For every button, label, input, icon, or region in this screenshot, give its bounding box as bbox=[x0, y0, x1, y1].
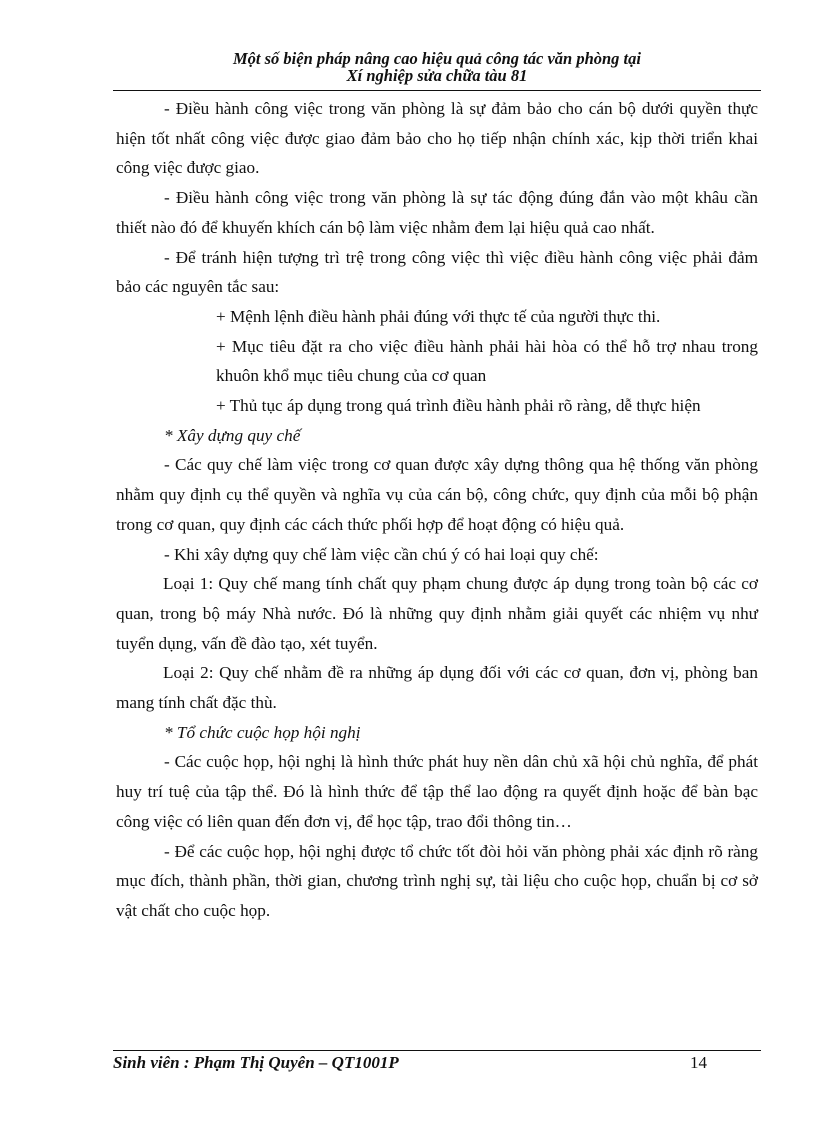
page-number: 14 bbox=[690, 1053, 707, 1072]
paragraph: - Khi xây dựng quy chế làm việc cần chú ý có hai loại quy chế: bbox=[164, 544, 599, 564]
header-title-line-2: Xí nghiệp sửa chữa tàu 81 bbox=[346, 66, 528, 85]
paragraph: - Điều hành công việc trong văn phòng là sự tác động đúng đắn vào một khâu cần thiết nào đó để khuyến khích cán bộ làm việc nhằm đem lại hiệu quả cao nhất. bbox=[116, 188, 758, 237]
footer-divider bbox=[113, 1050, 761, 1051]
paragraph: Loại 2: Quy chế nhằm đề ra những áp dụng đối với các cơ quan, đơn vị, phòng ban mang tính chất đặc thù. bbox=[116, 663, 758, 713]
running-header bbox=[113, 50, 761, 84]
paragraph: - Điều hành công việc trong văn phòng là sự đảm bảo cho cán bộ dưới quyền thực hiện tốt nhất công việc được giao đảm bảo cho họ tiếp nhận chính xác, kịp thời triển khai công việc được giao. bbox=[116, 99, 758, 178]
header-title-line-1: Một số biện pháp nâng cao hiệu quả công tác văn phòng tại bbox=[233, 49, 641, 68]
list-item: + Thủ tục áp dụng trong quá trình điều hành phải rõ ràng, dễ thực hiện bbox=[216, 396, 701, 416]
document-body bbox=[116, 94, 758, 926]
paragraph: Loại 1: Quy chế mang tính chất quy phạm chung được áp dụng trong toàn bộ các cơ quan, trong bộ máy Nhà nước. Đó là những quy định nhằm giải quyết các nhiệm vụ như tuyển dụng, vấn đề đào tạo, xét tuyển. bbox=[116, 574, 758, 653]
section-heading: * Tổ chức cuộc họp hội nghị bbox=[164, 722, 361, 742]
paragraph: - Các cuộc họp, hội nghị là hình thức phát huy nền dân chủ xã hội chủ nghĩa, để phát huy trí tuệ của tập thể. Đó là hình thức để tập thể lao động ra quyết định hoặc để bàn bạc công việc có liên quan đến đơn vị, để học tập, trao đổi thông tin… bbox=[116, 752, 758, 831]
list-item: + Mệnh lệnh điều hành phải đúng với thực tế của người thực thi. bbox=[216, 306, 661, 326]
list-item: + Mục tiêu đặt ra cho việc điều hành phải hài hòa có thể hỗ trợ nhau trong khuôn khổ mục tiêu chung của cơ quan bbox=[216, 336, 758, 386]
header-divider bbox=[113, 90, 761, 91]
paragraph: - Các quy chế làm việc trong cơ quan được xây dựng thông qua hệ thống văn phòng nhằm quy định cụ thể quyền và nghĩa vụ của cán bộ, công chức, quy định của mỗi bộ phận trong cơ quan, quy định các cách thức phối hợp để hoạt động có hiệu quả. bbox=[116, 455, 758, 534]
paragraph: - Để tránh hiện tượng trì trệ trong công việc thì việc điều hành công việc phải đảm bảo các nguyên tắc sau: bbox=[116, 247, 758, 297]
footer-student: Sinh viên : Phạm Thị Quyên – QT1001P bbox=[113, 1053, 399, 1072]
paragraph: - Để các cuộc họp, hội nghị được tổ chức tốt đòi hỏi văn phòng phải xác định rõ ràng mục đích, thành phần, thời gian, chương trình nghị sự, tài liệu cho cuộc họp, chuẩn bị cơ sở vật chất cho cuộc họp. bbox=[116, 841, 758, 920]
section-heading: * Xây dựng quy chế bbox=[164, 425, 301, 445]
